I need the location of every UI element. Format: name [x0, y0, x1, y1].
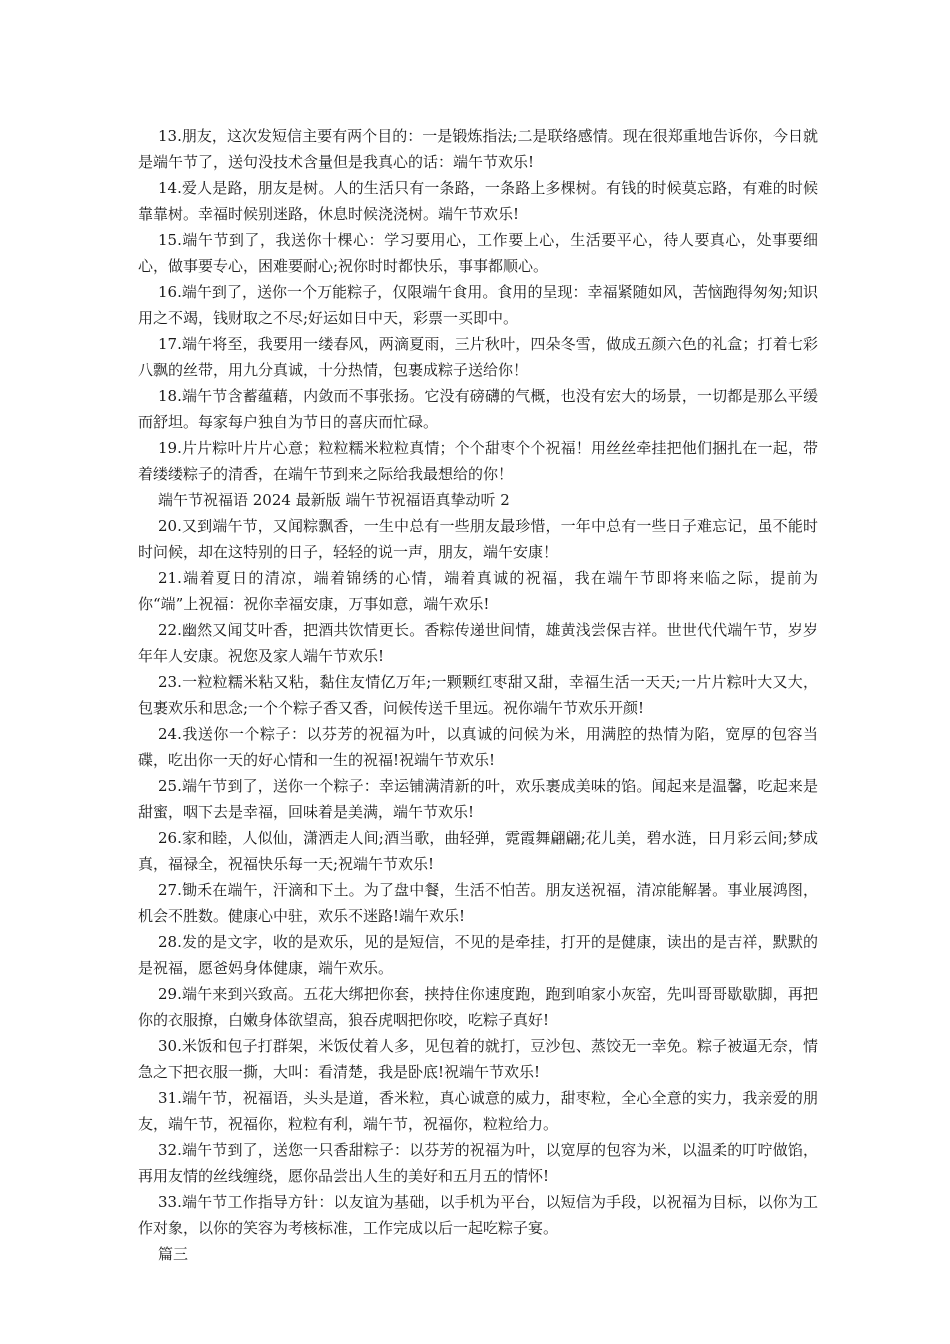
paragraph-30: 30.米饭和包子打群架，米饭仗着人多，见包着的就打，豆沙包、蒸饺无一幸免。粽子被逼无奈，情急之下把衣服一撕，大叫：看清楚，我是卧底!祝端午节欢乐! — [138, 1037, 818, 1081]
paragraph-26: 26.家和睦，人似仙，潇洒走人间;酒当歌，曲轻弹，霓霞舞翩翩;花儿美，碧水涟，日月彩云间;梦成真，福禄全，祝福快乐每一天;祝端午节欢乐! — [138, 829, 818, 873]
section-subtitle: 端午节祝福语 2024 最新版 端午节祝福语真挚动听 2 — [158, 491, 510, 509]
paragraph-16: 16.端午到了，送你一个万能粽子，仅限端午食用。食用的呈现：幸福紧随如风，苦恼跑得匆匆;知识用之不竭，钱财取之不尽;好运如日中天，彩票一买即中。 — [138, 283, 818, 327]
paragraph-21: 21.端着夏日的清凉，端着锦绣的心情，端着真诚的祝福，我在端午节即将来临之际，提前为你“端”上祝福：祝你幸福安康，万事如意，端午欢乐! — [138, 569, 818, 613]
paragraph-19: 19.片片粽叶片片心意；粒粒糯米粒粒真情；个个甜枣个个祝福！用丝丝牵挂把他们捆扎在一起，带着缕缕粽子的清香，在端午节到来之际给我最想给的你！ — [138, 439, 818, 483]
paragraph-24: 24.我送你一个粽子：以芬芳的祝福为叶，以真诚的问候为米，用满腔的热情为陷，宽厚的包容当碟，吃出你一天的好心情和一生的祝福!祝端午节欢乐! — [138, 725, 818, 769]
paragraph-15: 15.端午节到了，我送你十棵心：学习要用心，工作要上心，生活要平心，待人要真心，处事要细心，做事要专心，困难要耐心;祝你时时都快乐，事事都顺心。 — [138, 231, 818, 275]
paragraph-29: 29.端午来到兴致高。五花大绑把你套，挟持住你速度跑，跑到咱家小灰窑，先叫哥哥歇歇脚，再把你的衣服撩，白嫩身体欲望高，狼吞虎咽把你咬，吃粽子真好! — [138, 985, 818, 1029]
paragraph-18: 18.端午节含蓄蕴藉，内敛而不事张扬。它没有磅礴的气概，也没有宏大的场景，一切都是那么平缓而舒坦。每家每户独自为节日的喜庆而忙碌。 — [138, 387, 818, 431]
document-page — [138, 123, 818, 1267]
paragraph-25: 25.端午节到了，送你一个粽子：幸运铺满清新的叶，欢乐裹成美味的馅。闻起来是温馨，吃起来是甜蜜，咽下去是幸福，回味着是美满，端午节欢乐! — [138, 777, 818, 821]
paragraph-22: 22.幽然又闻艾叶香，把酒共饮情更长。香粽传递世间情，雄黄浅尝保吉祥。世世代代端午节，岁岁年年人安康。祝您及家人端午节欢乐! — [138, 621, 818, 665]
paragraph-31: 31.端午节，祝福语，头头是道，香米粒，真心诚意的威力，甜枣粒，全心全意的实力，我亲爱的朋友，端午节，祝福你，粒粒有利，端午节，祝福你，粒粒给力。 — [138, 1089, 818, 1133]
paragraph-33: 33.端午节工作指导方针：以友谊为基础，以手机为平台，以短信为手段，以祝福为目标，以你为工作对象，以你的笑容为考核标准，工作完成以后一起吃粽子宴。 — [138, 1193, 818, 1237]
paragraph-17: 17.端午将至，我要用一缕春风，两滴夏雨，三片秋叶，四朵冬雪，做成五颜六色的礼盒；打着七彩八飘的丝带，用九分真诚，十分热情，包裹成粽子送给你！ — [138, 335, 818, 379]
paragraph-23: 23.一粒粒糯米粘又粘，黏住友情亿万年;一颗颗红枣甜又甜，幸福生活一天天;一片片粽叶大又大，包裹欢乐和思念;一个个粽子香又香，问候传送千里远。祝你端午节欢乐开颜! — [138, 673, 818, 717]
section-label: 篇三 — [158, 1245, 189, 1263]
paragraph-32: 32.端午节到了，送您一只香甜粽子：以芬芳的祝福为叶，以宽厚的包容为米，以温柔的叮咛做馅，再用友情的丝线缠绕，愿你品尝出人生的美好和五月五的情怀! — [138, 1141, 818, 1185]
paragraph-14: 14.爱人是路，朋友是树。人的生活只有一条路，一条路上多棵树。有钱的时候莫忘路，有难的时候靠靠树。幸福时候别迷路，休息时候浇浇树。端午节欢乐! — [138, 179, 818, 223]
paragraph-28: 28.发的是文字，收的是欢乐，见的是短信，不见的是牵挂，打开的是健康，读出的是吉祥，默默的是祝福，愿爸妈身体健康，端午欢乐。 — [138, 933, 818, 977]
paragraph-13: 13.朋友，这次发短信主要有两个目的：一是锻炼指法;二是联络感情。现在很郑重地告诉你，今日就是端午节了，送句没技术含量但是我真心的话：端午节欢乐! — [138, 127, 818, 171]
paragraph-27: 27.锄禾在端午，汗滴和下土。为了盘中餐，生活不怕苦。朋友送祝福，清凉能解暑。事业展鸿图，机会不胜数。健康心中驻，欢乐不迷路!端午欢乐! — [138, 881, 818, 925]
paragraph-20: 20.又到端午节，又闻粽飘香，一生中总有一些朋友最珍惜，一年中总有一些日子难忘记，虽不能时时问候，却在这特别的日子，轻轻的说一声，朋友，端午安康！ — [138, 517, 818, 561]
